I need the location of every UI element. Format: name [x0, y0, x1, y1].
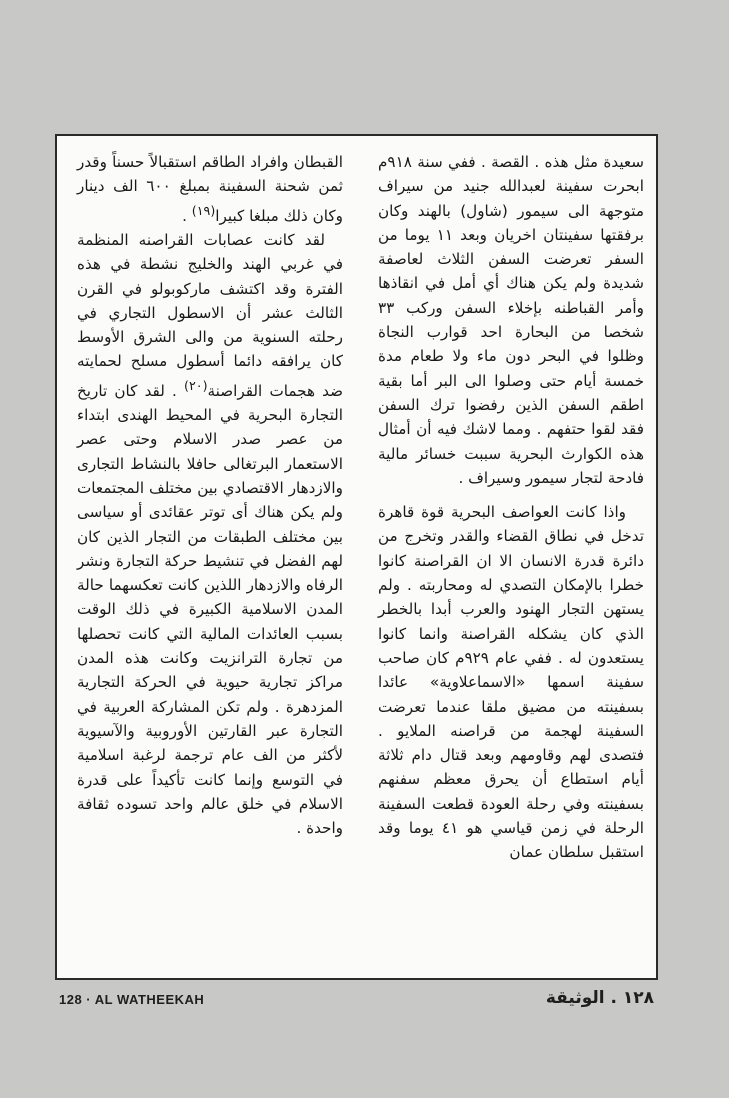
page-number-arabic: ١٢٨ . الوثيقة	[545, 988, 654, 1008]
page-number-english: 128 · AL WATHEEKAH	[59, 992, 205, 1007]
article-column-right	[378, 150, 644, 865]
paragraph-text: . لقد كان تاريخ التجارة البحرية في المحيط الهندى ابتداء من عصر صدر الاسلام وحتى عصر الاستعمار البرتغالى حافلا بالنشاط التجارى والازدهار الاقتصادي بين مختلف المجتمعات ولم يكن هناك أى توتر عقائدى أو سياسى بين مختلف الطبقات من التجار الذين كان لهم الفضل في تنشيط حركة التجارة ونشر الرفاه والازدهار اللذين كانت تعكسهما حالة المدن الاسلامية الكبيرة في ذلك الوقت بسبب العائدات المالية التي كانت تحصلها من تجارة الترانزيت وكانت هذه المدن مراكز تجارية حيوية في الحركة التجارية المزدهرة . ولم تكن المشاركة العربية في التجارة عبر القارتين الأوروبية والآسيوية لأكثر من الف عام ترجمة لرغبة اسلامية في التوسع وإنما كانت تأكيداً على قدرة الاسلام في خلق عالم واحد تسوده ثقافة واحدة .	[77, 381, 343, 838]
paragraph: واذا كانت العواصف البحرية قوة قاهرة تدخل في نطاق القضاء والقدر وتخرج من دائرة قدرة الانسان الا ان القراصنة كانوا خطرا بالإمكان التصدي له ومحاربته . ولم يستهن التجار الهنود والعرب أبدا بالخطر الذي كان يشكله القراصنة وانما كانوا يستعدون له . ففي عام ٩٢٩م كان صاحب سفينة اسمها «الاسماعلاوية» عائدا بسفينته من مضيق ملقا عندما تعرضت السفينة لهجمة من قراصنه الملايو . فتصدى لهم وقاومهم وبعد قتال دام ثلاثة أيام استطاع أن يحرق معظم سفنهم بسفينته وفي رحلة العودة قطعت السفينة الرحلة في زمن قياسي هو ٤١ يوما وقد استقبل سلطان عمان	[378, 503, 644, 862]
paragraph: سعيدة مثل هذه . القصة . ففي سنة ٩١٨م ابحرت سفينة لعبدالله جنيد من سيراف متوجهة الى سيمور (شاول) بالهند وكان برفقتها سفينتان اخريان وبعد ١١ يوما من السفر تعرضت السفن الثلاث لعاصفة شديدة ولم يكن هناك أي أمل في انقاذها وأمر القباطنه بإخلاء السفن وركب ٣٣ شخصا من البحارة احد قوارب النجاة وظلوا في البحر دون ماء ولا طعام مدة خمسة أيام حتى وصلوا الى البر أما بقية اطقم السفن الذين رفضوا ترك السفن فقد لقوا حتفهم . ومما لاشك فيه أن أمثال هذه الكوارث البحرية سببت خسائر مالية فادحة لتجار سيمور وسيراف .	[378, 153, 644, 487]
article-frame	[55, 134, 658, 980]
paragraph: القبطان وافراد الطاقم استقبالاً حسناً وقدر ثمن شحنة السفينة بمبلغ ٦٠٠ الف دينار وكان ذلك مبلغا كبيرا$^{(١٩)}$ .	[77, 153, 343, 225]
footnote-ref: (٢٠)	[184, 377, 208, 393]
footnote-ref: (١٩)	[191, 202, 216, 218]
paragraph-text: القبطان وافراد الطاقم استقبالاً حسناً وقدر ثمن شحنة السفينة بمبلغ ٦٠٠ الف دينار وكان ذلك مبلغا كبيرا	[77, 153, 343, 225]
paragraph-text: لقد كانت عصابات القراصنه المنظمة في غربي الهند والخليج نشطة في هذه الفترة وقد اكتشف ماركوبولو في القرن الثالث عشر أن الاسطول التجاري في رحلته السنوية من والى الشرق الأوسط كان يرافقه دائما أسطول مسلح لحمايته ضد هجمات القراصنة	[77, 230, 344, 400]
page-footer	[55, 990, 658, 1014]
paragraph	[77, 228, 343, 840]
article-column-left	[77, 150, 343, 840]
